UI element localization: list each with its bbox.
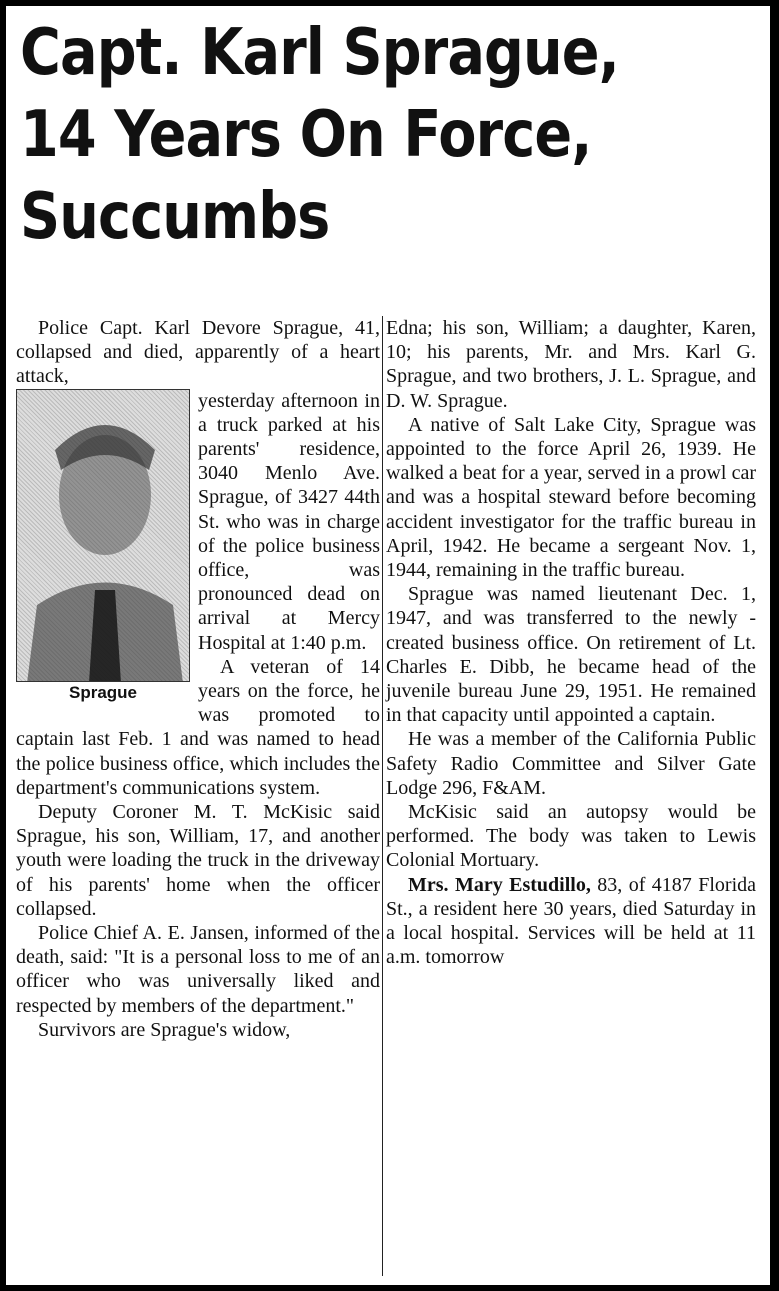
- obituary-text: 83, of 4187 Florida St., a resident here 30 years, died Saturday in a local hospital. Services will be held at 11 a.m. tomorrow: [386, 873, 757, 969]
- headline-line-2: 14 Years On Force,: [20, 98, 592, 172]
- article-paragraph: He was a member of the California Public Safety Radio Committee and Silver Gate Lodge 296, F&AM.: [386, 728, 756, 799]
- article-paragraph: A native of Salt Lake City, Sprague was appointed to the force April 26, 1939. He walked a beat for a year, served in a prowl car and was a hospital steward before becoming accident investigator for the traffic bureau in April, 1942. He became a sergeant Nov. 1, 1944, remaining in the traffic bureau.: [386, 413, 756, 582]
- obituary-paragraph: [386, 873, 756, 970]
- article-paragraph: A veteran of 14 years on the force, he was promoted to captain last Feb. 1 and was named to head the police business office, which includes the department's communications system.: [16, 655, 380, 799]
- obituary-name: Mrs. Mary Estudillo,: [408, 873, 591, 896]
- newspaper-clipping: [6, 6, 770, 1285]
- portrait-image: [16, 389, 190, 682]
- article-paragraph: Police Chief A. E. Jansen, informed of the death, said: "It is a personal loss to me of an officer who was universally liked and respected by members of the department.": [16, 922, 380, 1017]
- headline-line-1: Capt. Karl Sprague,: [20, 16, 619, 90]
- headline-line-3: Succumbs: [20, 180, 330, 254]
- wrap-text: yesterday afternoon in a truck parked at his parents' residence, 3040 Menlo Ave. Sprague, of 3427 44th St. who was in charge of the police business office, was pronounced dead on arrival at Mercy Hospital at 1:40 p.m.: [198, 389, 380, 654]
- right-column: [386, 316, 756, 969]
- article-paragraph: [16, 316, 380, 389]
- portrait-photo: [16, 389, 190, 704]
- article-paragraph: Deputy Coroner M. T. McKisic said Sprague, his son, William, 17, and another youth were loading the truck in the driveway of his parents' home when the officer collapsed.: [16, 801, 380, 920]
- photo-caption: Sprague: [68, 682, 138, 702]
- headline: [20, 12, 664, 258]
- column-rule: [382, 316, 383, 1276]
- article-paragraph: Survivors are Sprague's widow,: [38, 1018, 291, 1041]
- article-paragraph: Sprague was named lieutenant Dec. 1, 1947, and was transferred to the newly - created business office. On retirement of Lt. Charles E. Dibb, he became head of the juvenile bureau June 29, 1951. He remained in that capacity until appointed a captain.: [386, 583, 756, 727]
- article-paragraph: McKisic said an autopsy would be performed. The body was taken to Lewis Colonial Mortuary.: [386, 801, 756, 872]
- left-column: [16, 316, 380, 1042]
- lead-text: Police Capt. Karl Devore Sprague, 41, collapsed and died, apparently of a heart attack,: [16, 317, 380, 388]
- article-paragraph: Edna; his son, William; a daughter, Karen, 10; his parents, Mr. and Mrs. Karl G. Sprague, and two brothers, J. L. Sprague, and D. W. Sprague.: [386, 317, 756, 412]
